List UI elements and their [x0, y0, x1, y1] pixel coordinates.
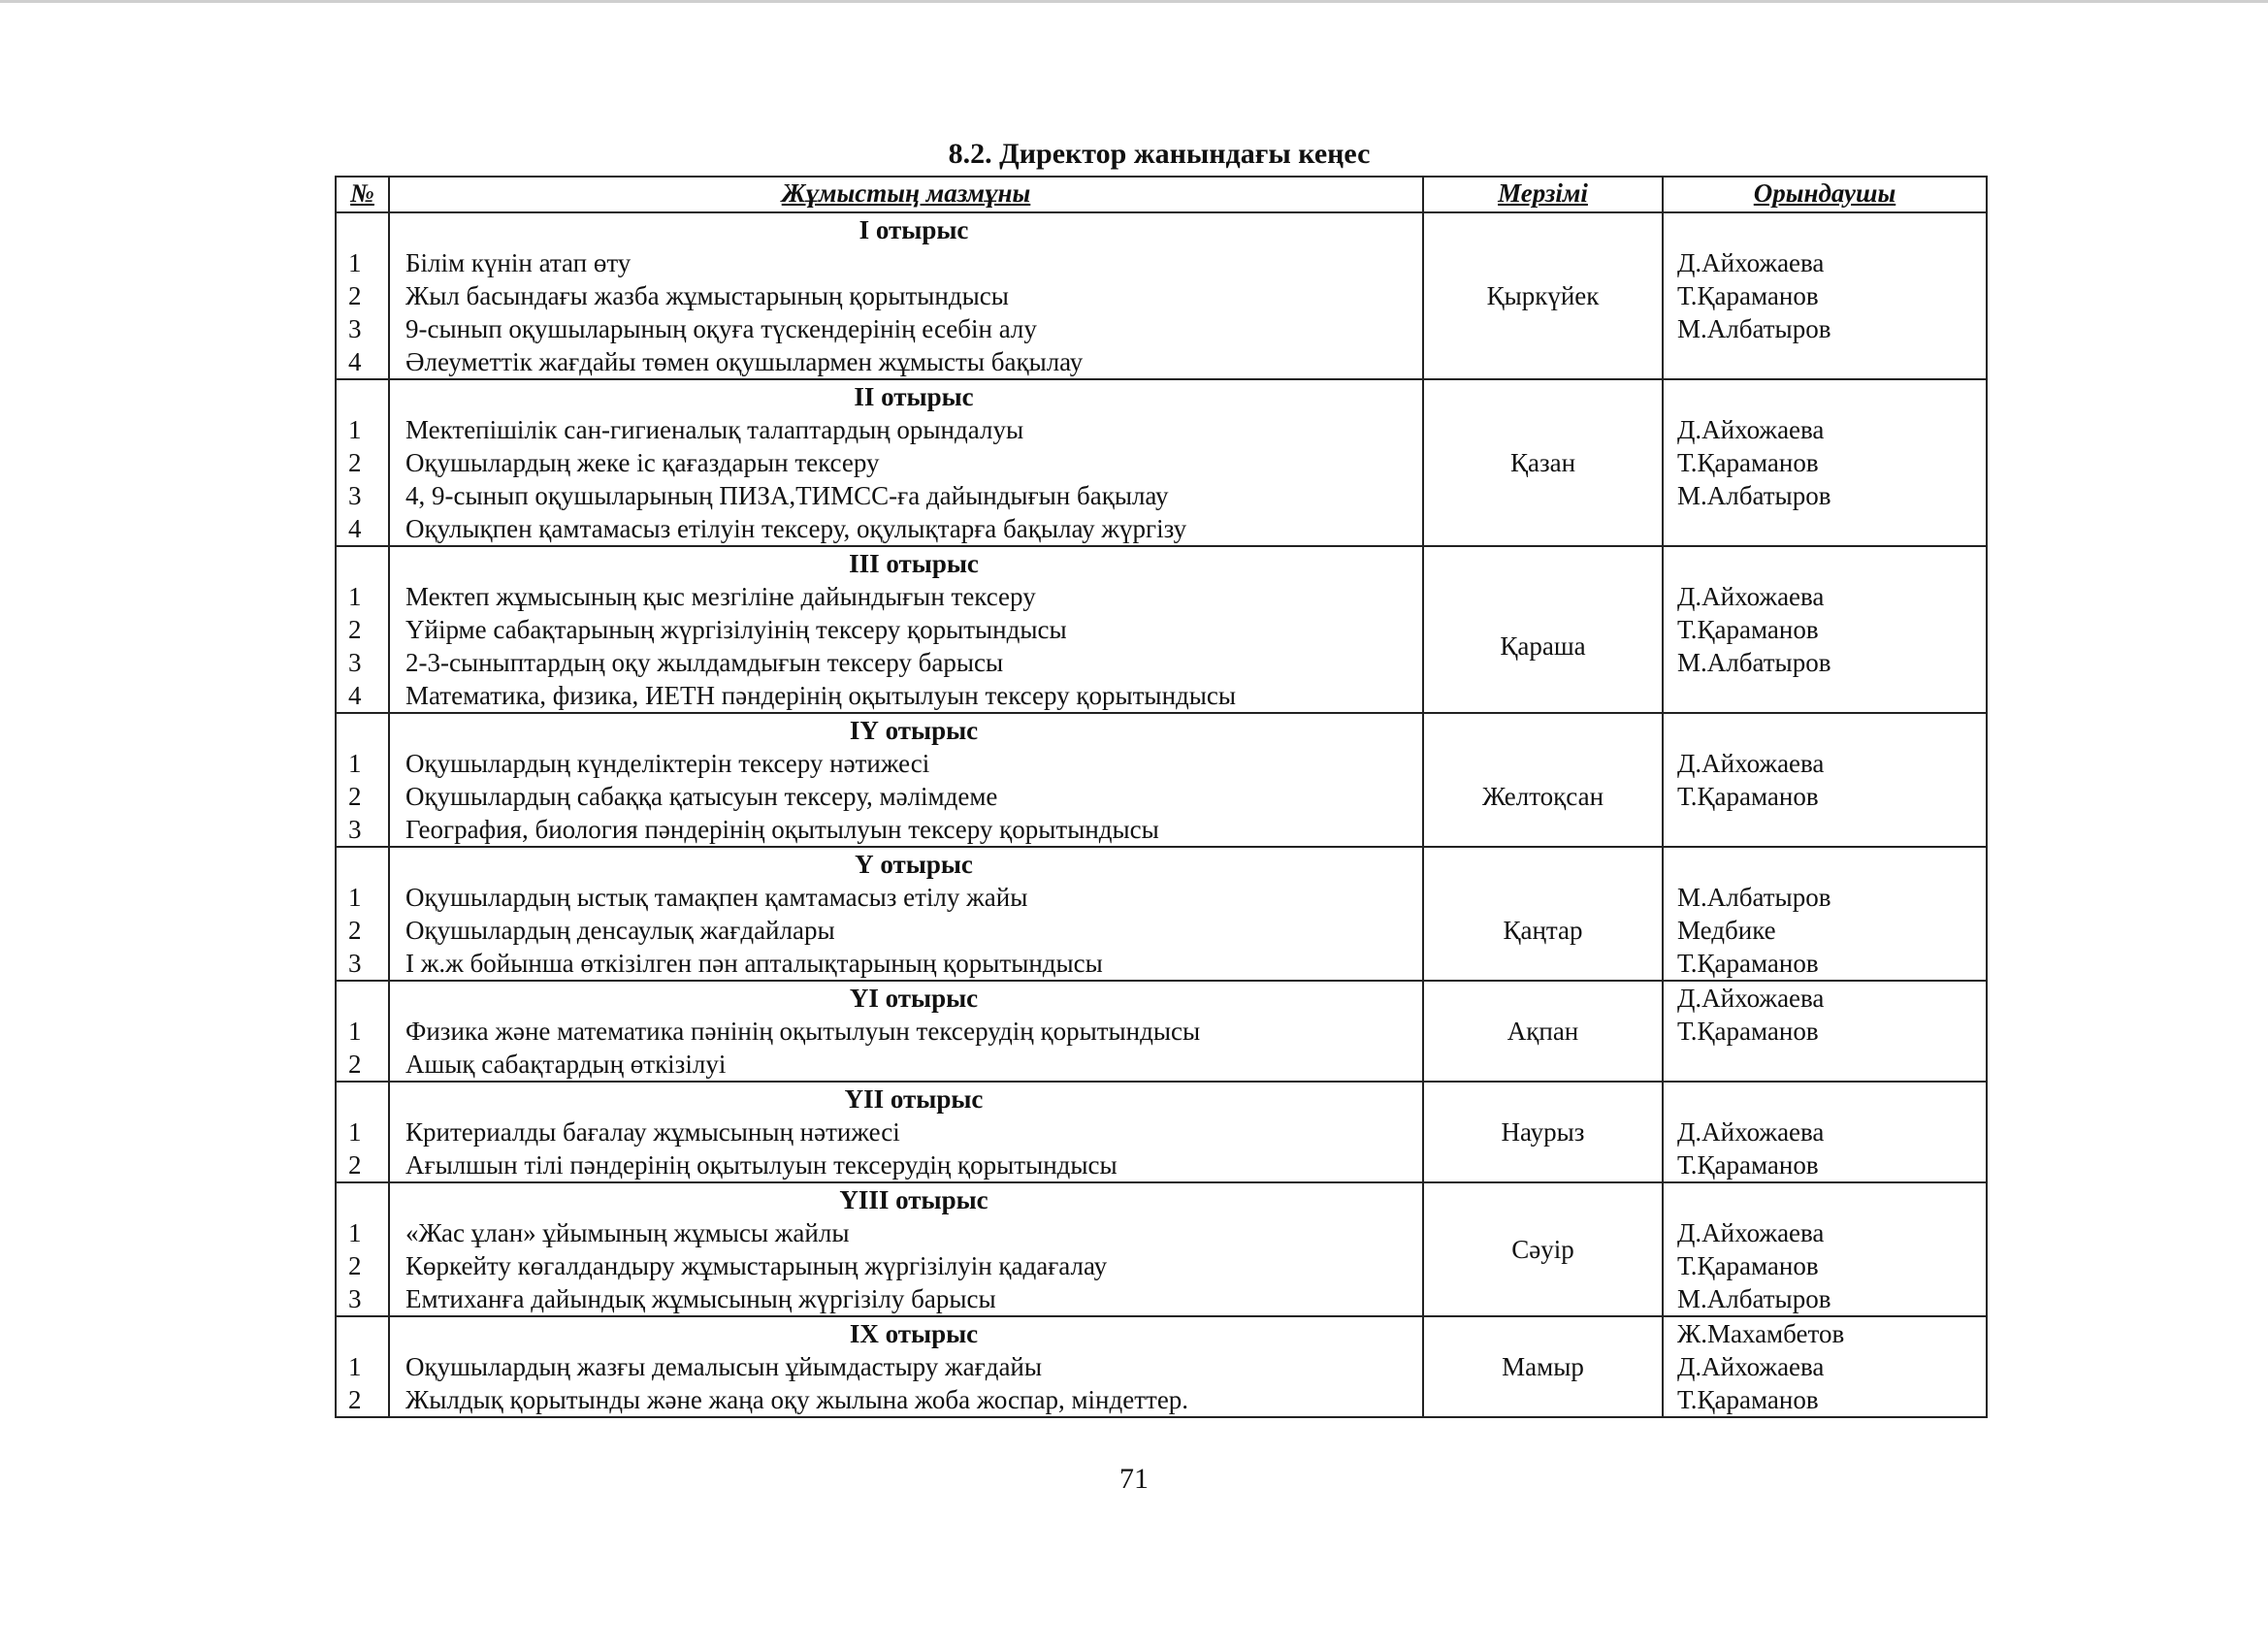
term-cell — [1423, 546, 1663, 713]
item-text: І ж.ж бойынша өткізілген пән апталықтарының қорытындысы — [405, 949, 1103, 978]
term-cell — [1423, 847, 1663, 981]
page-number: 71 — [1119, 1463, 1149, 1495]
header-term: Мерзімі — [1423, 177, 1663, 212]
num-spacer — [337, 714, 388, 747]
term-cell — [1423, 1182, 1663, 1316]
executor-name: М.Албатыров — [1677, 1284, 1831, 1313]
item-number: 3 — [348, 481, 362, 510]
item-number: 3 — [348, 1284, 362, 1313]
content-cell — [389, 379, 1423, 546]
session-title: І отырыс — [859, 215, 969, 244]
item-text: Жыл басындағы жазба жұмыстарының қорытындысы — [405, 281, 1009, 310]
executor-cell — [1663, 212, 1987, 379]
num-cell — [336, 1182, 389, 1316]
session-row — [336, 1082, 1987, 1182]
item-number: 2 — [348, 281, 362, 310]
item-number: 2 — [348, 615, 362, 644]
executor-name: Т.Қараманов — [1677, 281, 1819, 310]
term-text: Қыркүйек — [1486, 281, 1600, 310]
item-number: 3 — [348, 949, 362, 978]
num-spacer — [337, 380, 388, 413]
executor-cell — [1663, 1082, 1987, 1182]
executor-cell — [1663, 1182, 1987, 1316]
term-text: Мамыр — [1502, 1352, 1584, 1381]
term-text: Ақпан — [1507, 1017, 1579, 1046]
item-text: Математика, физика, ИЕТН пәндерінің оқытылуын тексеру қорытындысы — [405, 681, 1237, 710]
executor-name: Т.Қараманов — [1677, 949, 1819, 978]
executor-cell — [1663, 1316, 1987, 1417]
session-title: ҮІ отырыс — [849, 984, 979, 1013]
item-number: 2 — [348, 782, 362, 811]
session-title: ІҮ отырыс — [849, 716, 979, 745]
term-text: Қаңтар — [1503, 916, 1583, 945]
executor-name: Д.Айхожаева — [1677, 582, 1825, 611]
term-cell — [1423, 1082, 1663, 1182]
item-number: 2 — [348, 1050, 362, 1079]
item-text: Оқушылардың сабаққа қатысуын тексеру, мәлімдеме — [405, 782, 998, 811]
term-text: Қараша — [1500, 631, 1586, 661]
executor-name: Т.Қараманов — [1677, 1150, 1819, 1180]
term-cell — [1423, 713, 1663, 847]
session-row — [336, 379, 1987, 546]
item-number: 2 — [348, 916, 362, 945]
num-cell — [336, 847, 389, 981]
term-text: Қазан — [1509, 448, 1576, 477]
executor-name: Т.Қараманов — [1677, 1251, 1819, 1280]
executor-name: Т.Қараманов — [1677, 1385, 1819, 1414]
item-number: 1 — [348, 1352, 362, 1381]
item-text: Оқушылардың күнделіктерін тексеру нәтижесі — [405, 749, 930, 778]
session-title: ҮІІ отырыс — [844, 1084, 984, 1114]
item-number: 3 — [348, 314, 362, 343]
council-plan-table — [335, 176, 1988, 1418]
session-title: ІІ отырыс — [854, 382, 974, 411]
content-cell — [389, 212, 1423, 379]
content-cell — [389, 1182, 1423, 1316]
num-cell — [336, 546, 389, 713]
item-number: 1 — [348, 883, 362, 912]
term-cell — [1423, 1316, 1663, 1417]
executor-name: Д.Айхожаева — [1677, 248, 1825, 277]
term-cell — [1423, 981, 1663, 1082]
num-cell — [336, 379, 389, 546]
executor-name: М.Албатыров — [1677, 648, 1831, 677]
item-text: Ағылшын тілі пәндерінің оқытылуын тексерудің қорытындысы — [405, 1150, 1118, 1180]
executor-name: Т.Қараманов — [1677, 615, 1819, 644]
item-number: 4 — [348, 347, 362, 376]
term-cell — [1423, 212, 1663, 379]
num-cell — [336, 713, 389, 847]
page-title: 8.2. Директор жанындағы кеңес — [948, 138, 1371, 170]
session-row — [336, 847, 1987, 981]
session-row — [336, 546, 1987, 713]
executor-cell — [1663, 847, 1987, 981]
item-number: 1 — [348, 1117, 362, 1147]
session-title: ІХ отырыс — [849, 1319, 979, 1348]
item-number: 1 — [348, 1017, 362, 1046]
term-text: Наурыз — [1501, 1117, 1585, 1147]
session-title: ҮІІІ отырыс — [839, 1185, 988, 1214]
item-number: 3 — [348, 815, 362, 844]
num-cell — [336, 212, 389, 379]
num-spacer — [337, 982, 388, 1015]
item-number: 1 — [348, 248, 362, 277]
session-row — [336, 713, 1987, 847]
header-num: № — [336, 177, 389, 212]
item-text: 2-3-сыныптардың оқу жылдамдығын тексеру барысы — [405, 648, 1004, 677]
term-text: Желтоқсан — [1481, 782, 1604, 811]
item-number: 1 — [348, 1218, 362, 1247]
session-row — [336, 1182, 1987, 1316]
content-cell — [389, 847, 1423, 981]
num-spacer — [337, 1317, 388, 1350]
item-text: Критериалды бағалау жұмысының нәтижесі — [405, 1117, 900, 1147]
item-text: Оқушылардың денсаулық жағдайлары — [405, 916, 835, 945]
num-cell — [336, 1082, 389, 1182]
executor-name: Т.Қараманов — [1677, 448, 1819, 477]
executor-name: Д.Айхожаева — [1677, 749, 1825, 778]
session-title: Ү отырыс — [855, 850, 973, 879]
content-cell — [389, 546, 1423, 713]
executor-cell — [1663, 379, 1987, 546]
executor-name: Д.Айхожаева — [1677, 415, 1825, 444]
item-number: 2 — [348, 1150, 362, 1180]
num-spacer — [337, 1083, 388, 1116]
session-row — [336, 1316, 1987, 1417]
item-number: 1 — [348, 749, 362, 778]
executor-name: Д.Айхожаева — [1677, 1218, 1825, 1247]
item-text: «Жас ұлан» ұйымының жұмысы жайлы — [405, 1218, 850, 1247]
content-cell — [389, 1082, 1423, 1182]
executor-name: Д.Айхожаева — [1677, 1117, 1825, 1147]
executor-name: Д.Айхожаева — [1677, 1352, 1825, 1381]
item-text: Мектеп жұмысының қыс мезгіліне дайындығын тексеру — [405, 582, 1036, 611]
num-spacer — [337, 547, 388, 580]
item-number: 4 — [348, 514, 362, 543]
executor-name: Д.Айхожаева — [1677, 984, 1825, 1013]
item-text: Білім күнін атап өту — [405, 248, 632, 277]
item-number: 1 — [348, 582, 362, 611]
term-cell — [1423, 379, 1663, 546]
executor-name: Т.Қараманов — [1677, 1017, 1819, 1046]
header-content: Жұмыстың мазмұны — [389, 177, 1423, 212]
content-cell — [389, 1316, 1423, 1417]
num-cell — [336, 981, 389, 1082]
table-header-row — [336, 177, 1987, 212]
num-spacer — [337, 1183, 388, 1216]
item-number: 2 — [348, 1251, 362, 1280]
item-text: Оқушылардың ыстық тамақпен қамтамасыз етілу жайы — [405, 883, 1028, 912]
item-text: Мектепішілік сан-гигиеналық талаптардың орындалуы — [405, 415, 1024, 444]
item-text: Көркейту көгалдандыру жұмыстарының жүргізілуін қадағалау — [405, 1251, 1108, 1280]
executor-cell — [1663, 546, 1987, 713]
session-row — [336, 212, 1987, 379]
item-text: Жылдық қорытынды және жаңа оқу жылына жоба жоспар, міндеттер. — [405, 1385, 1189, 1414]
session-row — [336, 981, 1987, 1082]
num-cell — [336, 1316, 389, 1417]
table-body — [336, 212, 1987, 1417]
item-number: 2 — [348, 448, 362, 477]
item-number: 3 — [348, 648, 362, 677]
item-text: Физика және математика пәнінің оқытылуын тексерудің қорытындысы — [405, 1017, 1201, 1046]
item-number: 2 — [348, 1385, 362, 1414]
item-text: 4, 9-сынып оқушыларының ПИЗА,ТИМСС-ға дайындығын бақылау — [405, 481, 1169, 510]
item-number: 4 — [348, 681, 362, 710]
item-text: Ашық сабақтардың өткізілуі — [405, 1050, 727, 1079]
item-text: Оқушылардың жеке іс қағаздарын тексеру — [405, 448, 880, 477]
num-spacer — [337, 213, 388, 246]
executor-name: М.Албатыров — [1677, 481, 1831, 510]
item-text: Оқушылардың жазғы демалысын ұйымдастыру жағдайы — [405, 1352, 1043, 1381]
executor-name: М.Албатыров — [1677, 314, 1831, 343]
item-text: Оқулықпен қамтамасыз етілуін тексеру, оқулықтарға бақылау жүргізу — [405, 514, 1187, 543]
item-text: Үйірме сабақтарының жүргізілуінің тексеру қорытындысы — [405, 615, 1067, 644]
item-text: 9-сынып оқушыларының оқуға түскендерінің есебін алу — [405, 314, 1037, 343]
scan-top-edge — [0, 0, 2268, 3]
item-number: 1 — [348, 415, 362, 444]
executor-name: Ж.Махамбетов — [1677, 1319, 1845, 1348]
item-text: Емтиханға дайындық жұмысының жүргізілу барысы — [405, 1284, 996, 1313]
executor-cell — [1663, 981, 1987, 1082]
content-cell — [389, 713, 1423, 847]
term-text: Сәуір — [1511, 1235, 1574, 1264]
executor-name: Медбике — [1677, 916, 1776, 945]
executor-name: М.Албатыров — [1677, 883, 1831, 912]
executor-name: Т.Қараманов — [1677, 782, 1819, 811]
session-title: ІІІ отырыс — [849, 549, 979, 578]
executor-cell — [1663, 713, 1987, 847]
num-spacer — [337, 848, 388, 881]
item-text: Әлеуметтік жағдайы төмен оқушылармен жұмысты бақылау — [405, 347, 1084, 376]
header-executor: Орындаушы — [1663, 177, 1987, 212]
content-cell — [389, 981, 1423, 1082]
item-text: География, биология пәндерінің оқытылуын тексеру қорытындысы — [405, 815, 1159, 844]
